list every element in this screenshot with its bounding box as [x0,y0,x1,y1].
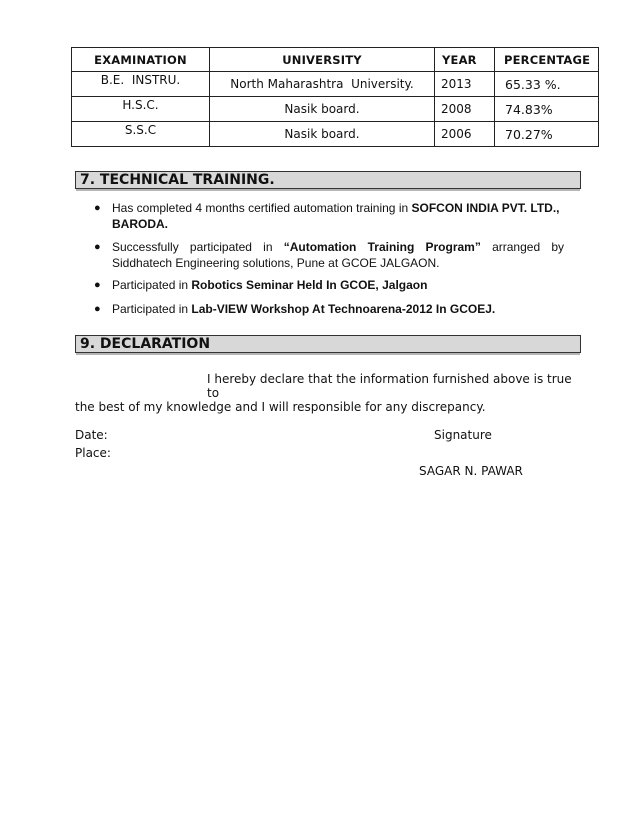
percentage-cell: 65.33 %. [505,76,561,92]
place-label: Place: [75,446,111,460]
training-text-suffix: arranged by Siddhatech Engineering solutions, Pune at GCOE JALGAON. [112,240,565,270]
declaration-text [75,372,575,414]
header-examination: EXAMINATION [72,48,210,72]
percentage-cell: 70.27% [505,126,553,142]
declaration-heading: 9. DECLARATION [75,335,581,353]
technical-training-heading: 7. TECHNICAL TRAINING. [75,171,581,189]
exam-cell: S.S.C [124,123,157,137]
training-text: Participated in [112,302,192,316]
bullet-icon: ● [94,241,101,253]
bullet-icon: ● [94,303,101,315]
list-item [94,277,564,293]
header-year: YEAR [435,48,495,72]
training-list [94,200,564,325]
table-header-row [72,48,599,72]
declaration-line-2: the best of my knowledge and I will responsible for any discrepancy. [75,400,486,414]
exam-cell: H.S.C. [122,98,159,112]
table-row [72,72,599,97]
training-bold-text: “Automation Training Program” [283,240,481,254]
education-table [71,47,599,147]
university-cell: North Maharashtra University. [210,72,435,97]
training-text: Has completed 4 months certified automation training in [112,201,412,215]
list-item [94,239,564,271]
year-cell: 2008 [435,97,495,122]
header-university: UNIVERSITY [210,48,435,72]
bullet-icon: ● [94,202,101,214]
candidate-name: SAGAR N. PAWAR [419,464,523,478]
table-row [72,97,599,122]
declaration-line-1: I hereby declare that the information furnished above is true to [207,372,572,400]
year-cell: 2006 [435,122,495,147]
bullet-icon: ● [94,279,101,291]
header-percentage: PERCENTAGE [495,48,599,72]
percentage-cell: 74.83% [505,101,553,117]
training-text: Successfully participated in [112,240,284,254]
date-label: Date: [75,428,108,442]
training-text: Participated in [112,278,192,292]
university-cell: Nasik board. [210,97,435,122]
list-item [94,200,564,232]
training-bold-text: Robotics Seminar Held In GCOE, Jalgaon [191,278,428,292]
signature-label: Signature [434,428,492,442]
training-bold-text: SOFCON INDIA PVT. LTD., BARODA. [112,201,560,231]
university-cell: Nasik board. [210,122,435,147]
training-bold-text: Lab-VIEW Workshop At Technoarena-2012 In GCOEJ. [191,302,496,316]
list-item [94,301,564,317]
year-cell: 2013 [435,72,495,97]
exam-cell: B.E. INSTRU. [100,73,181,87]
table-row [72,122,599,147]
